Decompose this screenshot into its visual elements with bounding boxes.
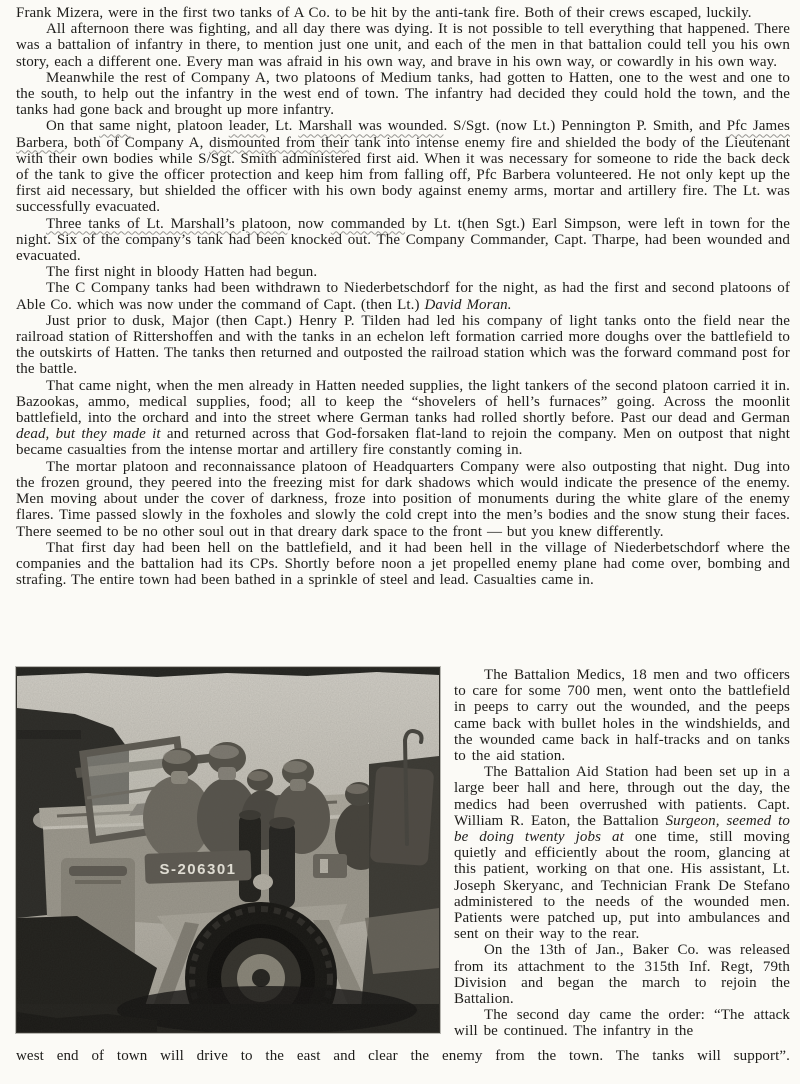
italic-run-david-moran: David Moran. bbox=[424, 296, 512, 313]
paragraph-baker-co-released: On the 13th of Jan., Baker Co. was released from its attachment to the 315th Inf. Regt, 79th Division and began the march to rejoin the Battalion. bbox=[454, 942, 790, 1008]
paragraph-mortar-recon-outpost: The mortar platoon and reconnaissance platoon of Headquarters Company were also outposting that night. Dug into the frozen ground, they peered into the freezing mist for dark shadows which would indicate the presence of the enemy. Men moving about under the cover of darkness, froze into position of monuments during the white glare of the enemy flares. Time passed slowly in the foxholes and slowly the cold crept into the men’s bodies and the snow stung their faces. There seemed to be no other soul out in that dreary dark space to the front — but you knew differently. bbox=[16, 458, 790, 540]
pencil-underlined-run: Pfc James Barbera bbox=[16, 118, 790, 151]
text-run: one time, still moving quietly and efficiently about the room, glancing at this patient, working on that one. His assistant, Lt. Joseph Skeryanc, and Technician Frank De Stefano administered to the needs of the wounded men. Patients were patched up, put into ambulances and sent on their way to the rear. bbox=[454, 829, 790, 943]
pencil-underlined-run: Three tanks of Lt. Marshall’s platoon bbox=[46, 215, 288, 232]
text-run: The Battalion Aid Station had been set up in a large beer hall and here, through out the day, the medics had been overrushed with patients. Capt. William R. Eaton, the Battalion bbox=[454, 764, 790, 829]
paragraph-c-company-withdrawn bbox=[16, 280, 790, 312]
text-run: , now bbox=[287, 215, 331, 232]
text-run: , Lt. bbox=[265, 118, 299, 135]
pencil-underlined-run: commanded bbox=[330, 215, 406, 232]
paragraph-first-day-hell: That first day had been hell on the battlefield, and it had been hell in the village of Niederbetschdorf where the companies and the battalion had its CPs. Shortly before noon a jet propelled enemy plane had come over, bombing and strafing. The entire town had been bathed in a sprinkle of steel and lead. Casualties came in. bbox=[16, 539, 790, 589]
bottom-continuation-line: west end of town will drive to the east and clear the enemy from the town. The tanks will support”. bbox=[16, 1047, 790, 1064]
paragraph-tilden-light-tanks: Just prior to dusk, Major (then Capt.) Henry P. Tilden had led his company of light tanks onto the field near the railroad station of Rittershoffen and with the tanks in an echelon left formation carried more doughs over the battlefield to the outskirts of Hatten. The tanks then returned and outposted the railroad station which was the forward command post for the battle. bbox=[16, 312, 790, 378]
text-run: , both of Company A, bbox=[64, 134, 210, 151]
text-run: tank into intense enemy fire and shielded the body of the Lieutenant with their own bodies while S/Sgt. Smith administered first aid. When it was necessary for someone to ride the back deck of the tank to give the officer protection and keep him from falling off, Pfc Barbera volunteered. He not only kept up the first aid necessary, but shielded the officer with his own body against enemy arms, mortar and artillery fire. The Lt. was successfully evacuated. bbox=[16, 134, 790, 216]
text-run: and returned across that God-forsaken flat-land to rejoin the company. Men on outpost that night became casualties from the intense mortar and artillery fire constantly coming in. bbox=[16, 426, 790, 459]
paragraph-lt-marshall-wounded bbox=[16, 118, 790, 215]
italic-run: Surgeon, seemed to be doing twenty jobs at bbox=[454, 812, 790, 846]
paragraph-all-afternoon: All afternoon there was fighting, and all day there was dying. It is not possible to tell everything that happened. There was a battalion of infantry in there, to mention just one unit, and each of the men in that battalion could tell you his own story, each a different one. Every man was afraid in his own way, and brave in his own way, or cowardly in his own way. bbox=[16, 21, 790, 70]
paragraph-second-day-order: The second day came the order: “The attack will be continued. The infantry in the bbox=[454, 1007, 790, 1040]
italic-run: dead, but they made it bbox=[16, 426, 161, 443]
paragraph-frank-mizera: Frank Mizera, were in the first two tanks of A Co. to be hit by the anti-tank fire. Both of their crews escaped, luckily. bbox=[16, 5, 752, 21]
pencil-underlined-run: dismounted from their bbox=[209, 134, 349, 151]
jeep-registration-number: S-206301 bbox=[159, 861, 237, 878]
text-run: That came night, when the men already in Hatten needed supplies, the light tankers of the second platoon carried it in. Bazookas, ammo, medical supplies, food; all to keep the “shovelers of hell’s furnaces” going. Across the moonlit battlefield, into the orchard and into the street where German tanks had rolled shortly before. Past our dead and German bbox=[16, 377, 790, 427]
pencil-underlined-run: leader bbox=[228, 118, 266, 135]
pencil-underlined-run: same bbox=[99, 118, 131, 135]
text-run: On that bbox=[46, 118, 100, 135]
pencil-underlined-run: Marshall was wounded bbox=[298, 118, 444, 135]
film-grain-overlay bbox=[17, 668, 439, 1032]
text-run: by Lt. t(hen Sgt.) Earl Simpson, were left in town for the night. Six of the company’s tank had been knocked out. The Company Commander, Capt. Tharpe, had been wounded and evacuated. bbox=[16, 215, 791, 265]
paragraph-three-tanks-left bbox=[16, 216, 790, 265]
paragraph-aid-station bbox=[454, 764, 790, 942]
right-text-column bbox=[454, 667, 790, 1040]
main-text-block bbox=[16, 5, 790, 659]
text-run: . S/Sgt. (now Lt.) Pennington P. Smith, and bbox=[443, 118, 727, 135]
paragraph-battalion-medics: The Battalion Medics, 18 men and two officers to care for some 700 men, went onto the battlefield in peeps to carry out the wounded, and the peeps came back with bullet holes in the windshields, and the wounded came back in half-tracks and on tanks to the aid station. bbox=[454, 667, 790, 765]
text-run: The C Company tanks had been withdrawn to Niederbetschdorf for the night, as had the first and second platoons of Able Co. which was now under the command of Capt. (then Lt.) bbox=[16, 280, 790, 313]
jeep-photo-illustration bbox=[17, 668, 439, 1032]
paragraph-company-a-to-hatten: Meanwhile the rest of Company A, two platoons of Medium tanks, had gotten to Hatten, one to the west and one to the south, to help out the infantry in the west end of town. The infantry had decided they could hold the town, and the tanks had gone back and brought up more infantry. bbox=[16, 69, 790, 119]
paragraph-supply-run bbox=[16, 378, 790, 459]
text-run: night, platoon bbox=[130, 118, 229, 135]
photo-soldiers-on-jeep bbox=[16, 667, 440, 1033]
photo-and-right-column bbox=[16, 667, 790, 1040]
paragraph-first-night: The first night in bloody Hatten had begun. bbox=[46, 264, 318, 281]
